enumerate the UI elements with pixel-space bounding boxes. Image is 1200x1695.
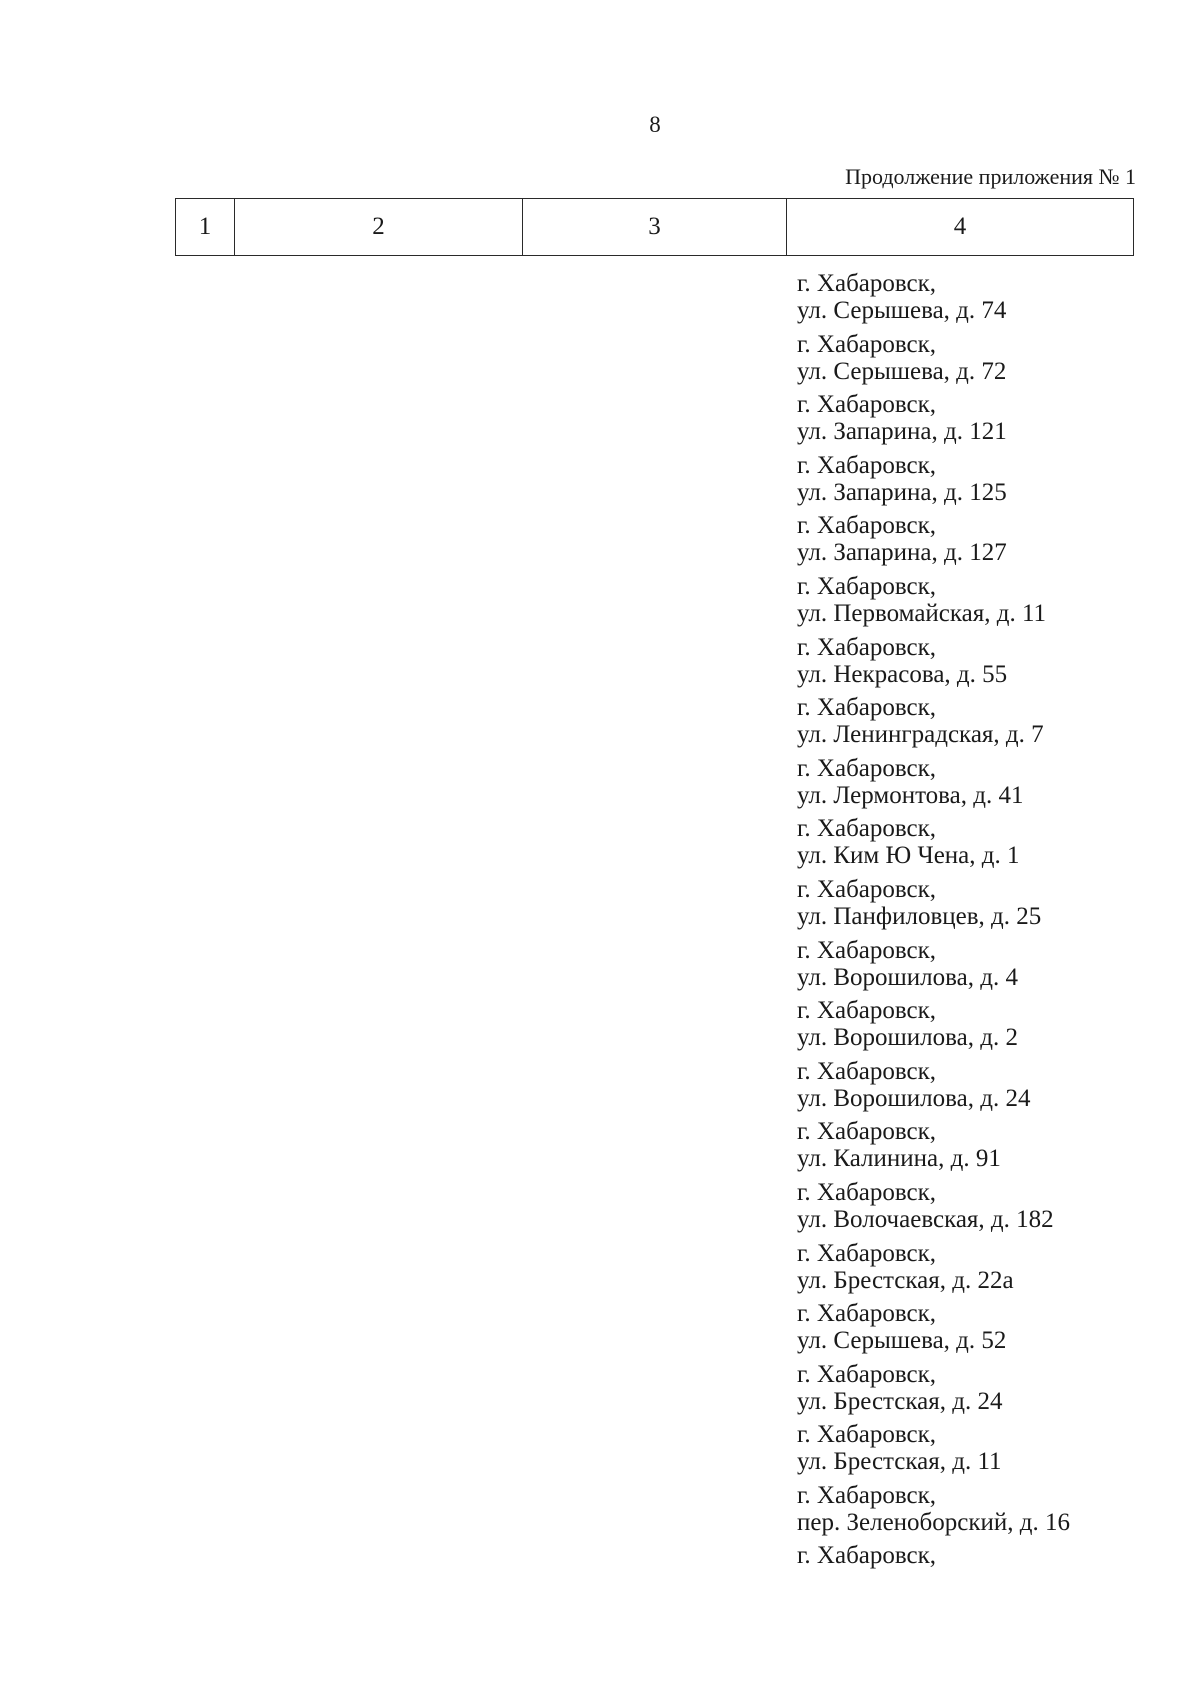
address-street: ул. Ким Ю Чена, д. 1 — [797, 842, 1020, 870]
continuation-label: Продолжение приложения № 1 — [845, 164, 1136, 189]
address-entry — [797, 1118, 1137, 1179]
address-street: ул. Серышева, д. 74 — [797, 297, 1007, 324]
address-street: ул. Ворошилова, д. 24 — [797, 1084, 1031, 1112]
address-entry — [797, 1542, 1137, 1603]
address-city: г. Хабаровск, — [797, 1239, 937, 1267]
address-street: пер. Зеленоборский, д. 16 — [797, 1508, 1070, 1536]
address-city: г. Хабаровск, — [797, 694, 937, 722]
address-street: ул. Брестская, д. 22а — [797, 1266, 1014, 1294]
address-city: г. Хабаровск, — [797, 572, 937, 600]
address-entry — [797, 512, 1137, 573]
address-entry — [797, 391, 1137, 452]
address-entry — [797, 1300, 1137, 1361]
address-city: г. Хабаровск, — [797, 875, 937, 903]
address-street: ул. Волочаевская, д. 182 — [797, 1205, 1054, 1233]
address-entry — [797, 1482, 1137, 1543]
address-entry — [797, 270, 1137, 331]
address-city: г. Хабаровск, — [797, 754, 937, 782]
address-entry — [797, 1421, 1137, 1482]
address-entry — [797, 1361, 1137, 1422]
address-city: г. Хабаровск, — [797, 1118, 937, 1146]
column-header-1: 1 — [176, 199, 235, 255]
address-entry — [797, 1179, 1137, 1240]
address-entry — [797, 452, 1137, 513]
address-city: г. Хабаровск, — [797, 1421, 937, 1449]
address-street: ул. Запарина, д. 125 — [797, 478, 1007, 506]
address-city: г. Хабаровск, — [797, 1300, 937, 1328]
address-city: г. Хабаровск, — [797, 451, 937, 479]
address-street: ул. Ворошилова, д. 4 — [797, 963, 1018, 991]
address-entry — [797, 997, 1137, 1058]
address-street: ул. Ленинградская, д. 7 — [797, 721, 1044, 749]
address-city: г. Хабаровск, — [797, 997, 937, 1025]
address-entry — [797, 937, 1137, 998]
address-city: г. Хабаровск, — [797, 633, 937, 661]
address-entry — [797, 1058, 1137, 1119]
address-street: ул. Лермонтова, д. 41 — [797, 781, 1024, 809]
address-entry — [797, 573, 1137, 634]
address-entry — [797, 815, 1137, 876]
address-city: г. Хабаровск, — [797, 1178, 937, 1206]
address-street: ул. Калинина, д. 91 — [797, 1145, 1001, 1173]
address-entry — [797, 694, 1137, 755]
table-header-row — [175, 198, 1134, 256]
address-city: г. Хабаровск, — [797, 270, 937, 297]
address-street: ул. Некрасова, д. 55 — [797, 660, 1008, 688]
address-city: г. Хабаровск, — [797, 815, 937, 843]
address-entry — [797, 634, 1137, 695]
address-entry — [797, 331, 1137, 392]
address-street: ул. Ворошилова, д. 2 — [797, 1024, 1018, 1052]
address-city: г. Хабаровск, — [797, 330, 937, 358]
address-city: г. Хабаровск, — [797, 1542, 937, 1570]
address-city: г. Хабаровск, — [797, 1360, 937, 1388]
address-street: ул. Запарина, д. 127 — [797, 539, 1007, 567]
address-street: ул. Брестская, д. 24 — [797, 1387, 1003, 1415]
address-entry — [797, 755, 1137, 816]
address-city: г. Хабаровск, — [797, 391, 937, 419]
address-list — [797, 270, 1137, 1603]
address-street: ул. Брестская, д. 11 — [797, 1448, 1002, 1476]
column-header-2: 2 — [235, 199, 523, 255]
address-city: г. Хабаровск, — [797, 1481, 937, 1509]
address-street: ул. Панфиловцев, д. 25 — [797, 902, 1042, 930]
address-entry — [797, 1240, 1137, 1301]
column-header-4: 4 — [953, 213, 967, 240]
address-street: ул. Серышева, д. 72 — [797, 357, 1007, 385]
address-city: г. Хабаровск, — [797, 512, 937, 540]
address-city: г. Хабаровск, — [797, 1057, 937, 1085]
page-number: 8 — [649, 112, 661, 137]
address-street: ул. Серышева, д. 52 — [797, 1327, 1007, 1355]
column-header-3: 3 — [523, 199, 787, 255]
address-street: ул. Запарина, д. 121 — [797, 418, 1007, 446]
address-entry — [797, 876, 1137, 937]
address-street: ул. Первомайская, д. 11 — [797, 599, 1047, 627]
address-city: г. Хабаровск, — [797, 936, 937, 964]
